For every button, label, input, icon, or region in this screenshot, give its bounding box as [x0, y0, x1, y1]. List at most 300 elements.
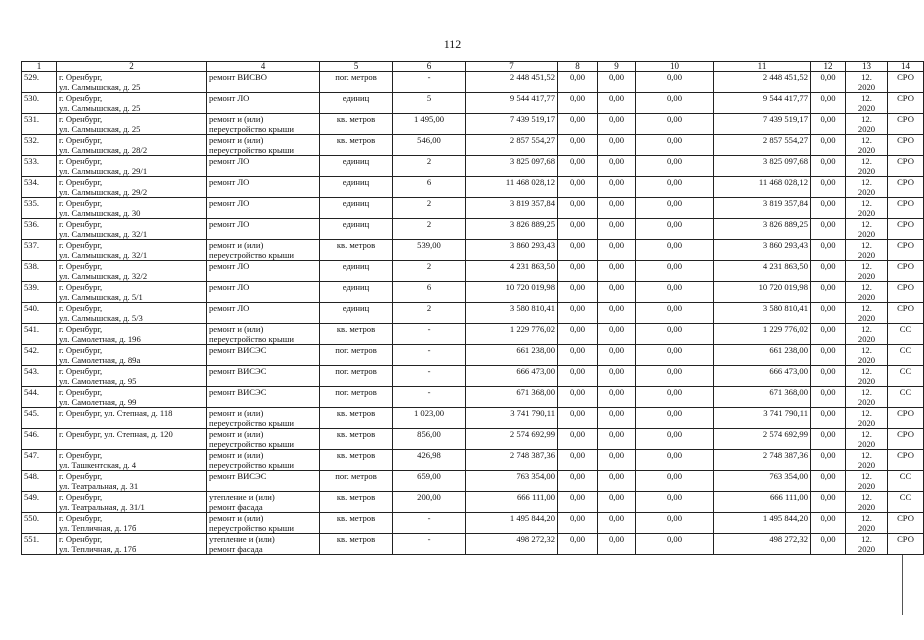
cell-n [22, 156, 57, 177]
cell-unit: пог. метров [335, 366, 377, 376]
cell-fund: СС [899, 324, 912, 334]
cell-c11 [714, 492, 811, 513]
cell-c12 [811, 219, 846, 240]
cell-c12: 0,00 [820, 240, 836, 250]
table-row [22, 219, 924, 240]
cell-total [466, 534, 558, 555]
cell-unit: единиц [342, 156, 370, 166]
table-row [22, 282, 924, 303]
cell-c11 [714, 303, 811, 324]
cell-c12 [811, 492, 846, 513]
cell-n: 544. [24, 387, 40, 397]
cell-fund: СРО [897, 261, 914, 271]
cell-y2: 2020 [857, 292, 876, 302]
col-header: 2 [57, 62, 207, 72]
table-row [22, 450, 924, 471]
col-header: 6 [393, 62, 466, 72]
cell-n: 547. [24, 450, 40, 460]
cell-total: 1 229 776,02 [509, 324, 555, 334]
cell-work [207, 387, 320, 408]
cell-n: 548. [24, 471, 40, 481]
cell-addr1: г. Оренбург, [59, 177, 103, 187]
cell-work2: переустройство крыши [209, 334, 294, 344]
cell-addr [57, 324, 207, 345]
cell-c10 [636, 114, 714, 135]
cell-addr2: ул. Салмышская, д. 5/3 [59, 313, 143, 323]
cell-work1: ремонт и (или) [209, 114, 264, 124]
cell-c9: 0,00 [608, 408, 625, 418]
cell-fund [888, 282, 924, 303]
cell-addr [57, 387, 207, 408]
cell-c8 [558, 198, 598, 219]
cell-c8: 0,00 [569, 198, 586, 208]
cell-work [207, 492, 320, 513]
cell-work [207, 429, 320, 450]
cell-n [22, 492, 57, 513]
cell-c12 [811, 177, 846, 198]
cell-addr2: ул. Салмышская, д. 29/1 [59, 166, 148, 176]
cell-c9 [598, 534, 636, 555]
cell-unit: кв. метров [336, 324, 376, 334]
cell-qty: 2 [426, 156, 432, 166]
cell-qty [393, 492, 466, 513]
cell-qty: 6 [426, 177, 432, 187]
cell-c10: 0,00 [666, 240, 683, 250]
cell-work [207, 513, 320, 534]
cell-c11: 3 580 810,41 [762, 303, 808, 313]
cell-c8 [558, 429, 598, 450]
cell-fund [888, 492, 924, 513]
cell-addr2: ул. Самолетная, д. 89а [59, 355, 141, 365]
cell-work1: ремонт и (или) [209, 408, 264, 418]
cell-n [22, 72, 57, 93]
cell-c9 [598, 177, 636, 198]
cell-c9 [598, 198, 636, 219]
cell-fund [888, 240, 924, 261]
cell-c8 [558, 177, 598, 198]
cell-c10 [636, 429, 714, 450]
cell-addr1: г. Оренбург, [59, 261, 103, 271]
cell-work1: ремонт ЛО [209, 156, 250, 166]
cell-c10 [636, 93, 714, 114]
cell-n [22, 261, 57, 282]
cell-unit: кв. метров [336, 450, 376, 460]
cell-qty: 2 [426, 303, 432, 313]
cell-addr2: ул. Салмышская, д. 5/1 [59, 292, 143, 302]
cell-c8: 0,00 [569, 513, 586, 523]
cell-total: 763 354,00 [516, 471, 555, 481]
cell-c9: 0,00 [608, 156, 625, 166]
cell-c8 [558, 450, 598, 471]
cell-c9 [598, 513, 636, 534]
cell-addr1: г. Оренбург, [59, 198, 103, 208]
cell-c11 [714, 408, 811, 429]
cell-y1: 12. [861, 408, 872, 418]
cell-n [22, 93, 57, 114]
cell-c8 [558, 219, 598, 240]
cell-c8 [558, 534, 598, 555]
cell-c10: 0,00 [666, 534, 683, 544]
cell-c12: 0,00 [820, 93, 836, 103]
cell-n: 536. [24, 219, 40, 229]
cell-total [466, 471, 558, 492]
cell-c11: 10 720 019,98 [758, 282, 808, 292]
cell-addr1: г. Оренбург, [59, 534, 103, 544]
cell-total [466, 366, 558, 387]
cell-unit: кв. метров [336, 114, 376, 124]
cell-year [846, 303, 888, 324]
cell-qty: 546,00 [417, 135, 441, 145]
table-row [22, 387, 924, 408]
cell-c10 [636, 219, 714, 240]
cell-y1: 12. [861, 387, 872, 397]
cell-n [22, 303, 57, 324]
cell-unit: пог. метров [335, 387, 377, 397]
cell-c8 [558, 408, 598, 429]
cell-n [22, 177, 57, 198]
cell-year [846, 177, 888, 198]
cell-work1: ремонт и (или) [209, 450, 264, 460]
cell-unit [320, 282, 393, 303]
cell-unit: единиц [342, 303, 370, 313]
cell-c10 [636, 156, 714, 177]
cell-n: 529. [24, 72, 40, 82]
table-row [22, 303, 924, 324]
cell-addr1: г. Оренбург, [59, 303, 103, 313]
cell-total: 2 857 554,27 [509, 135, 555, 145]
cell-qty: 2 [426, 261, 432, 271]
cell-total [466, 135, 558, 156]
cell-y1: 12. [861, 282, 872, 292]
cell-c10 [636, 492, 714, 513]
cell-qty: 426,98 [417, 450, 441, 460]
table-row [22, 429, 924, 450]
cell-c12 [811, 240, 846, 261]
cell-year [846, 198, 888, 219]
cell-fund: СС [899, 471, 912, 481]
cell-fund: СС [899, 345, 912, 355]
cell-c9 [598, 429, 636, 450]
cell-total [466, 177, 558, 198]
cell-c8: 0,00 [569, 387, 586, 397]
cell-c12 [811, 114, 846, 135]
cell-addr [57, 492, 207, 513]
cell-c9 [598, 114, 636, 135]
cell-c11 [714, 450, 811, 471]
cell-c9: 0,00 [608, 93, 625, 103]
cell-c9: 0,00 [608, 387, 625, 397]
cell-c11 [714, 72, 811, 93]
cell-y2: 2020 [857, 481, 876, 491]
cell-c12 [811, 135, 846, 156]
cell-c8: 0,00 [569, 240, 586, 250]
cell-c11 [714, 93, 811, 114]
cell-c10 [636, 303, 714, 324]
cell-c11 [714, 429, 811, 450]
cell-y1: 12. [861, 366, 872, 376]
cell-c8: 0,00 [569, 282, 586, 292]
cell-c10 [636, 345, 714, 366]
cell-c12: 0,00 [820, 198, 836, 208]
page-number: 112 [443, 37, 462, 51]
cell-qty [393, 135, 466, 156]
cell-c10 [636, 324, 714, 345]
cell-c12: 0,00 [820, 429, 836, 439]
cell-addr [57, 219, 207, 240]
cell-c11 [714, 114, 811, 135]
cell-addr [57, 93, 207, 114]
cell-total [466, 93, 558, 114]
cell-y2: 2020 [857, 103, 876, 113]
cell-work2: переустройство крыши [209, 124, 294, 134]
cell-c9 [598, 219, 636, 240]
cell-c10: 0,00 [666, 261, 683, 271]
table-row [22, 408, 924, 429]
cell-addr1: г. Оренбург, [59, 450, 103, 460]
cell-work1: ремонт ЛО [209, 303, 250, 313]
cell-total: 2 448 451,52 [509, 72, 555, 82]
cell-y2: 2020 [857, 187, 876, 197]
cell-unit [320, 387, 393, 408]
cell-unit: единиц [342, 177, 370, 187]
cell-year [846, 345, 888, 366]
cell-addr [57, 135, 207, 156]
cell-c11: 2 857 554,27 [762, 135, 808, 145]
cell-y1: 12. [861, 156, 872, 166]
cell-work [207, 534, 320, 555]
cell-y2: 2020 [857, 313, 876, 323]
cell-work1: ремонт и (или) [209, 324, 264, 334]
cell-addr2: ул. Тепличная, д. 17б [59, 544, 137, 554]
cell-unit: кв. метров [336, 240, 376, 250]
cell-c8: 0,00 [569, 429, 586, 439]
cell-qty [393, 366, 466, 387]
cell-c10: 0,00 [666, 345, 683, 355]
cell-c12: 0,00 [820, 513, 836, 523]
cell-addr2: ул. Салмышская, д. 28/2 [59, 145, 148, 155]
cell-c11 [714, 471, 811, 492]
cell-fund [888, 345, 924, 366]
cell-addr2: ул. Самолетная, д. 196 [59, 334, 141, 344]
cell-n: 535. [24, 198, 40, 208]
cell-c10: 0,00 [666, 513, 683, 523]
cell-total [466, 450, 558, 471]
cell-total: 671 368,00 [516, 387, 555, 397]
cell-fund: СРО [897, 282, 914, 292]
cell-year [846, 72, 888, 93]
table-row [22, 261, 924, 282]
cell-y1: 12. [861, 177, 872, 187]
cell-qty: 2 [426, 219, 432, 229]
cell-n [22, 324, 57, 345]
cell-c10: 0,00 [666, 135, 683, 145]
cell-addr2: ул. Салмышская, д. 25 [59, 82, 141, 92]
cell-c12 [811, 156, 846, 177]
cell-n [22, 345, 57, 366]
cell-unit [320, 240, 393, 261]
table-row [22, 240, 924, 261]
cell-year [846, 219, 888, 240]
cell-fund: СРО [897, 303, 914, 313]
cell-c11: 498 272,32 [769, 534, 808, 544]
cell-y2: 2020 [857, 250, 876, 260]
cell-addr [57, 366, 207, 387]
col-header: 12 [811, 62, 846, 72]
cell-qty [393, 345, 466, 366]
cell-c9 [598, 93, 636, 114]
cell-c12: 0,00 [820, 366, 836, 376]
cell-n: 539. [24, 282, 40, 292]
cell-addr1: г. Оренбург, [59, 345, 103, 355]
cell-qty [393, 114, 466, 135]
cell-qty [393, 513, 466, 534]
cell-c10 [636, 240, 714, 261]
cell-c8: 0,00 [569, 303, 586, 313]
cell-c12: 0,00 [820, 177, 836, 187]
cell-c8 [558, 240, 598, 261]
cell-c9 [598, 492, 636, 513]
cell-c8: 0,00 [569, 324, 586, 334]
cell-work2: переустройство крыши [209, 439, 294, 449]
cell-work1: ремонт ВИСЭС [209, 387, 267, 397]
cell-y1: 12. [861, 450, 872, 460]
cell-n: 538. [24, 261, 40, 271]
cell-y2: 2020 [857, 523, 876, 533]
cell-qty: - [427, 513, 431, 523]
cell-total: 3 580 810,41 [509, 303, 555, 313]
cell-total: 3 826 889,25 [509, 219, 555, 229]
cell-qty [393, 303, 466, 324]
cell-fund [888, 93, 924, 114]
cell-addr1: г. Оренбург, [59, 513, 103, 523]
cell-fund: СРО [897, 450, 914, 460]
cell-work1: ремонт ВИСЭС [209, 471, 267, 481]
cell-unit: пог. метров [335, 345, 377, 355]
cell-c10: 0,00 [666, 471, 683, 481]
cell-addr2: ул. Театральная, д. 31/1 [59, 502, 145, 512]
cell-addr2: ул. Салмышская, д. 29/2 [59, 187, 148, 197]
cell-c12: 0,00 [820, 408, 836, 418]
cell-c9: 0,00 [608, 282, 625, 292]
cell-unit: кв. метров [336, 492, 376, 502]
table-row [22, 177, 924, 198]
cell-unit [320, 534, 393, 555]
cell-c9 [598, 366, 636, 387]
cell-addr [57, 198, 207, 219]
cell-n [22, 534, 57, 555]
cell-year [846, 366, 888, 387]
table-row [22, 471, 924, 492]
cell-total [466, 492, 558, 513]
cell-c11: 11 468 028,12 [758, 177, 808, 187]
cell-c12: 0,00 [820, 492, 836, 502]
cell-c11: 666 111,00 [769, 492, 808, 502]
cell-y1: 12. [861, 135, 872, 145]
cell-work1: ремонт ЛО [209, 93, 250, 103]
cell-c10: 0,00 [666, 282, 683, 292]
cell-y1: 12. [861, 534, 872, 544]
cell-c9: 0,00 [608, 303, 625, 313]
cell-y1: 12. [861, 303, 872, 313]
cell-c12: 0,00 [820, 324, 836, 334]
cell-fund [888, 429, 924, 450]
cell-qty [393, 177, 466, 198]
cell-c8 [558, 366, 598, 387]
cell-work1: ремонт ЛО [209, 282, 250, 292]
cell-c12 [811, 345, 846, 366]
cell-c11 [714, 513, 811, 534]
cell-total [466, 345, 558, 366]
cell-addr [57, 513, 207, 534]
cell-c12: 0,00 [820, 282, 836, 292]
cell-unit [320, 450, 393, 471]
cell-work2: переустройство крыши [209, 523, 294, 533]
cell-c11: 671 368,00 [769, 387, 808, 397]
cell-addr1: г. Оренбург, [59, 471, 103, 481]
cell-qty: 2 [426, 198, 432, 208]
cell-fund: СРО [897, 177, 914, 187]
cell-work [207, 219, 320, 240]
cell-work [207, 471, 320, 492]
cell-fund: СРО [897, 114, 914, 124]
cell-c11 [714, 177, 811, 198]
cell-c10: 0,00 [666, 408, 683, 418]
cell-c10: 0,00 [666, 303, 683, 313]
cell-unit [320, 198, 393, 219]
cell-c11: 7 439 519,17 [762, 114, 808, 124]
cell-c9: 0,00 [608, 114, 625, 124]
cell-c8: 0,00 [569, 492, 586, 502]
cell-qty [393, 429, 466, 450]
cell-fund: СРО [897, 72, 914, 82]
cell-unit: кв. метров [336, 135, 376, 145]
cell-addr2: ул. Салмышская, д. 32/2 [59, 271, 148, 281]
cell-work2: переустройство крыши [209, 460, 294, 470]
cell-addr1: г. Оренбург, [59, 492, 103, 502]
cell-total [466, 429, 558, 450]
cell-c11: 2 448 451,52 [762, 72, 808, 82]
cell-n [22, 513, 57, 534]
cell-fund: СС [899, 492, 912, 502]
cell-c8 [558, 72, 598, 93]
cell-year [846, 324, 888, 345]
cell-qty: 1 023,00 [413, 408, 445, 418]
cell-unit: единиц [342, 198, 370, 208]
cell-c8: 0,00 [569, 93, 586, 103]
cell-addr2: ул. Салмышская, д. 30 [59, 208, 141, 218]
cell-n [22, 282, 57, 303]
cell-total [466, 219, 558, 240]
cell-c11 [714, 345, 811, 366]
cell-work [207, 408, 320, 429]
cell-c8: 0,00 [569, 345, 586, 355]
cell-c9 [598, 240, 636, 261]
cell-total: 7 439 519,17 [509, 114, 555, 124]
cell-c8 [558, 345, 598, 366]
cell-c10 [636, 135, 714, 156]
cell-addr1: г. Оренбург, [59, 93, 103, 103]
cell-work1: ремонт и (или) [209, 513, 264, 523]
cell-y2: 2020 [857, 166, 876, 176]
cell-c12: 0,00 [820, 219, 836, 229]
cell-c12: 0,00 [820, 534, 836, 544]
cell-n [22, 219, 57, 240]
cell-y2: 2020 [857, 334, 876, 344]
cell-y1: 12. [861, 93, 872, 103]
cell-n [22, 114, 57, 135]
cell-c12: 0,00 [820, 156, 836, 166]
cell-c12: 0,00 [820, 345, 836, 355]
